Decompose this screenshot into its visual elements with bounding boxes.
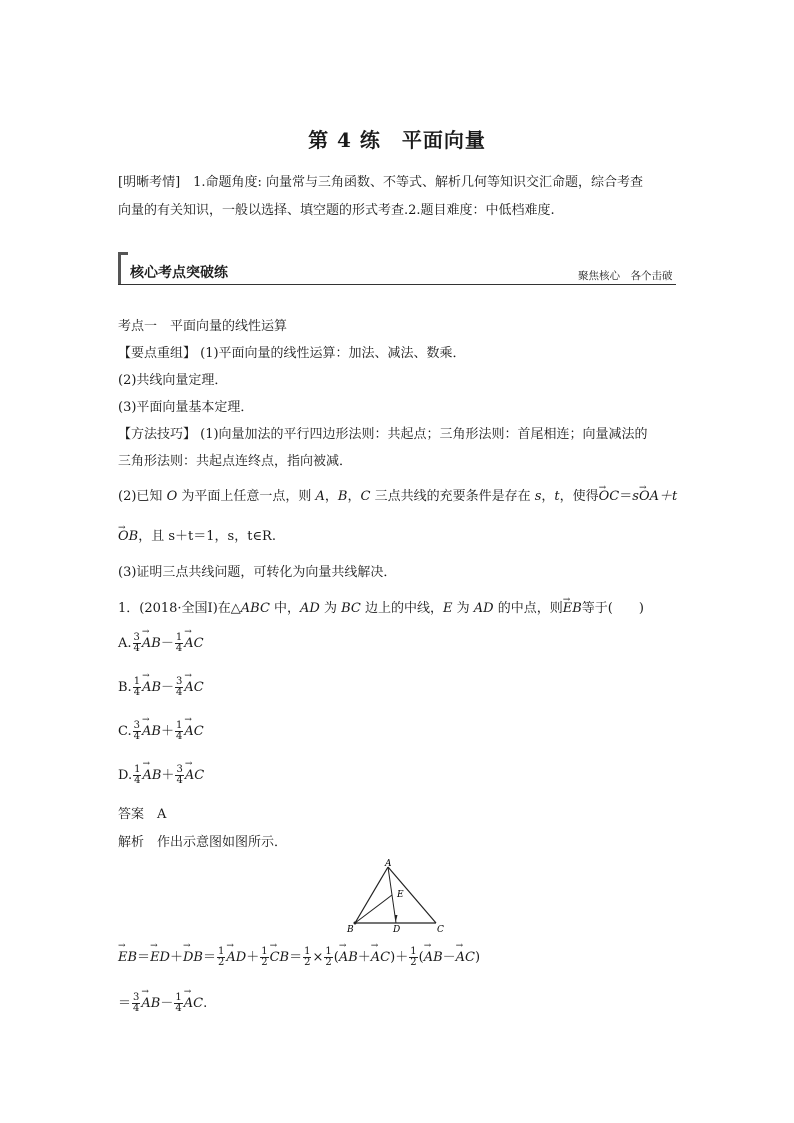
label-a: A [385,859,392,869]
label-e: E [397,890,404,900]
triangle-figure [340,855,460,937]
label-c: C [437,925,444,935]
key-points-2: (2)共线向量定理． [118,373,228,388]
option-c[interactable]: C. $\frac{3}{4}$ → AB＋ $\frac{1}{4}$ → AC [118,720,204,742]
banner-subtitle: 聚焦核心 各个击破 [578,270,673,282]
analysis-line: 解析 作出示意图如图所示． [118,835,288,850]
vector-ob: → OB [118,529,138,544]
method-tips-5: (3)证明三点共线问题，可转化为向量共线解决． [118,565,397,580]
option-d[interactable]: D. $\frac{1}{4}$ → AB＋ $\frac{3}{4}$ → AC [118,764,204,786]
method-tips-2: 三角形法则：共起点连终点，指向被减． [118,454,353,469]
point-b [354,922,357,925]
section-heading: 考点一 平面向量的线性运算 [118,319,288,334]
banner-corner-mark-top [118,252,128,255]
option-b[interactable]: B. $\frac{1}{4}$ → AB－ $\frac{3}{4}$ → AC [118,676,204,698]
answer-line: 答案 A [118,807,167,822]
segment-eb [355,895,392,923]
banner-corner-mark [118,252,121,284]
intro-line-2: 向量的有关知识，一般以选择、填空题的形式考查.2.题目难度：中低档难度. [118,203,555,218]
key-points-1: 【要点重组】 (1)平面向量的线性运算：加法、减法、数乘． [118,346,466,361]
solution-line-2: ＝ $\frac{3}{4}$ → AB－ $\frac{1}{4}$ → AC. [118,992,207,1014]
banner-rule [118,284,676,285]
banner-title: 核心考点突破练 [130,265,228,281]
page-title: 第 4 练 平面向量 [308,128,486,152]
vector-oc: → OC [599,489,620,504]
method-tips-4: → OB，且 s＋t＝1，s，t∈R. [118,528,276,545]
method-tips-3: (2)已知 O 为平面上任意一点，则 A，B，C 三点共线的充要条件是存在 s，t，使得→ OC＝s→ OA＋t [118,488,677,505]
question-stem: 1．(2018·全国Ⅰ)在△ABC 中，AD 为 BC 边上的中线，E 为 AD 的中点，则→ EB等于( ) [118,600,644,617]
label-b: B [347,925,354,935]
vector-oa: → OA [639,489,659,504]
method-tips-1: 【方法技巧】 (1)向量加法的平行四边形法则：共起点；三角形法则：首尾相连；向量减法的 [118,427,648,442]
vector-eb: → EB [563,601,582,616]
label-d: D [393,925,401,935]
key-points-3: (3)平面向量基本定理． [118,400,254,415]
edge-ab [355,867,388,923]
option-a[interactable]: A. $\frac{3}{4}$ → AB－ $\frac{1}{4}$ → AC [118,632,204,654]
intro-line-1: [明晰考情] 1.命题角度: 向量常与三角函数、不等式、解析几何等知识交汇命题，综合考查 [118,175,644,190]
solution-line-1: → EB＝→ ED＋→ DB＝ $\frac{1}{2}$ → AD＋ $\frac{1}{2}$ → CB＝ $\frac{1}{2}$ × $\frac{1}{2}$ (→ AB＋→ AC)＋ $\frac{1}{2}$ (→ AB－→ AC) [118,946,480,968]
